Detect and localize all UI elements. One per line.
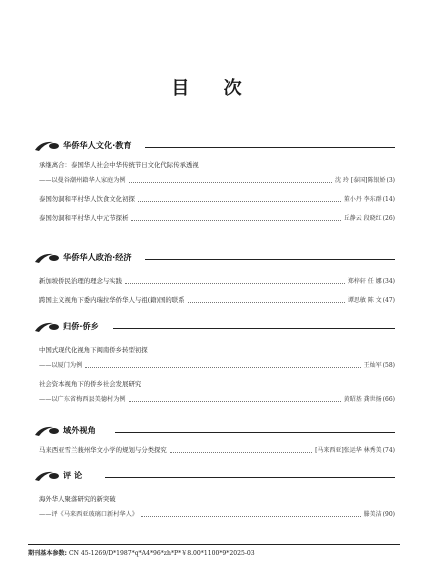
entry-author: 王灿军: [363, 362, 382, 369]
entry-page: (74): [382, 447, 395, 454]
page-title: 目 次: [171, 78, 256, 99]
entry-subtitle: ——以厦门为例: [39, 362, 83, 369]
entry-title: 中国式现代化视角下闽南侨乡转型初探: [39, 346, 148, 354]
entry-page: (34): [382, 278, 395, 285]
toc-entry[interactable]: [33, 195, 395, 204]
toc-entry[interactable]: [33, 161, 395, 185]
entry-page: (90): [382, 511, 395, 518]
entry-title: 社会资本视角下的侨乡社会发展研究: [39, 380, 142, 388]
swoosh-icon: [33, 139, 61, 153]
entry-page: (14): [382, 196, 395, 203]
section-title: 华侨华人政治·经济: [63, 252, 132, 262]
section-title: 华侨华人文化·教育: [63, 140, 132, 150]
entry-page: (26): [382, 215, 395, 222]
footer-value: CN 45-1269/D*1987*q*A4*96*zh*P*￥8.00*1100*9*2025-03: [68, 550, 255, 557]
section-rule: [115, 432, 395, 433]
swoosh-icon: [33, 469, 61, 483]
section-culture-education: [33, 139, 395, 223]
entry-author: 董小丹 李东群: [343, 196, 382, 203]
section-overseas-perspective: [33, 424, 395, 455]
section-rule: [145, 259, 395, 260]
entry-subtitle: ——评《马来西亚玻璃口新村华人》: [39, 511, 138, 518]
section-rule: [145, 147, 395, 148]
entry-page: (66): [382, 396, 395, 403]
toc-entry[interactable]: [33, 380, 395, 404]
journal-parameters: [28, 548, 255, 557]
section-rule: [105, 477, 395, 478]
section-title: 归侨·侨乡: [63, 321, 99, 331]
section-header: [33, 320, 395, 336]
entry-author: 丘静云 段晓红: [343, 215, 382, 222]
footer-rule: [28, 544, 400, 545]
entry-author: 谭思敏 陈 文: [347, 297, 382, 304]
entry-subtitle: ——以曼谷潮州籍华人家庭为例: [39, 177, 126, 184]
entry-title: 泰国勿洞和平村华人饮食文化初探: [39, 195, 135, 203]
section-header: [33, 424, 395, 440]
entry-page: (3): [386, 177, 395, 184]
swoosh-icon: [33, 320, 61, 334]
entry-page: (58): [382, 362, 395, 369]
entry-page: (47): [382, 297, 395, 304]
toc-entry[interactable]: [33, 296, 395, 305]
section-title: 评 论: [63, 470, 83, 480]
section-header: [33, 251, 395, 267]
toc-entry[interactable]: [33, 495, 395, 519]
entry-author: 郑梓轩 任 娜: [347, 278, 382, 285]
entry-author: 黄昭基 龚世扬: [343, 396, 382, 403]
section-rule: [113, 328, 395, 329]
footer-label: 期刊基本参数:: [28, 550, 67, 557]
entry-author: 沈 玲 [泰国]陈银娇: [335, 177, 386, 184]
entry-title: 海外华人聚落研究的新突破: [39, 495, 116, 503]
entry-title: 新加坡侨民治理的理念与实践: [39, 277, 123, 285]
section-review: [33, 469, 395, 519]
entry-title: 承继离合：泰国华人社会中华传统节日文化代际传承透视: [39, 161, 199, 169]
section-politics-economy: [33, 251, 395, 305]
swoosh-icon: [33, 424, 61, 438]
entry-title: 马来西亚雪兰莪州华文小学的规划与分类探究: [39, 446, 167, 454]
toc-entry[interactable]: [33, 214, 395, 223]
entry-title: 泰国勿洞和平村华人中元节探析: [39, 214, 129, 222]
entry-author: 滕美洁: [363, 511, 382, 518]
swoosh-icon: [33, 251, 61, 265]
toc-entry[interactable]: [33, 346, 395, 370]
section-title: 域外视角: [63, 425, 96, 435]
entry-author: [马来西亚]张运华 林秀美: [315, 447, 382, 454]
toc-entry[interactable]: [33, 277, 395, 286]
section-header: [33, 139, 395, 155]
section-header: [33, 469, 395, 485]
entry-subtitle: ——以广东省梅西县美德村为例: [39, 396, 126, 403]
toc-entry[interactable]: [33, 446, 395, 455]
entry-title: 跨国主义视角下委内瑞拉华侨华人与祖(籍)国的联系: [39, 296, 185, 304]
section-returned-overseas: [33, 320, 395, 404]
